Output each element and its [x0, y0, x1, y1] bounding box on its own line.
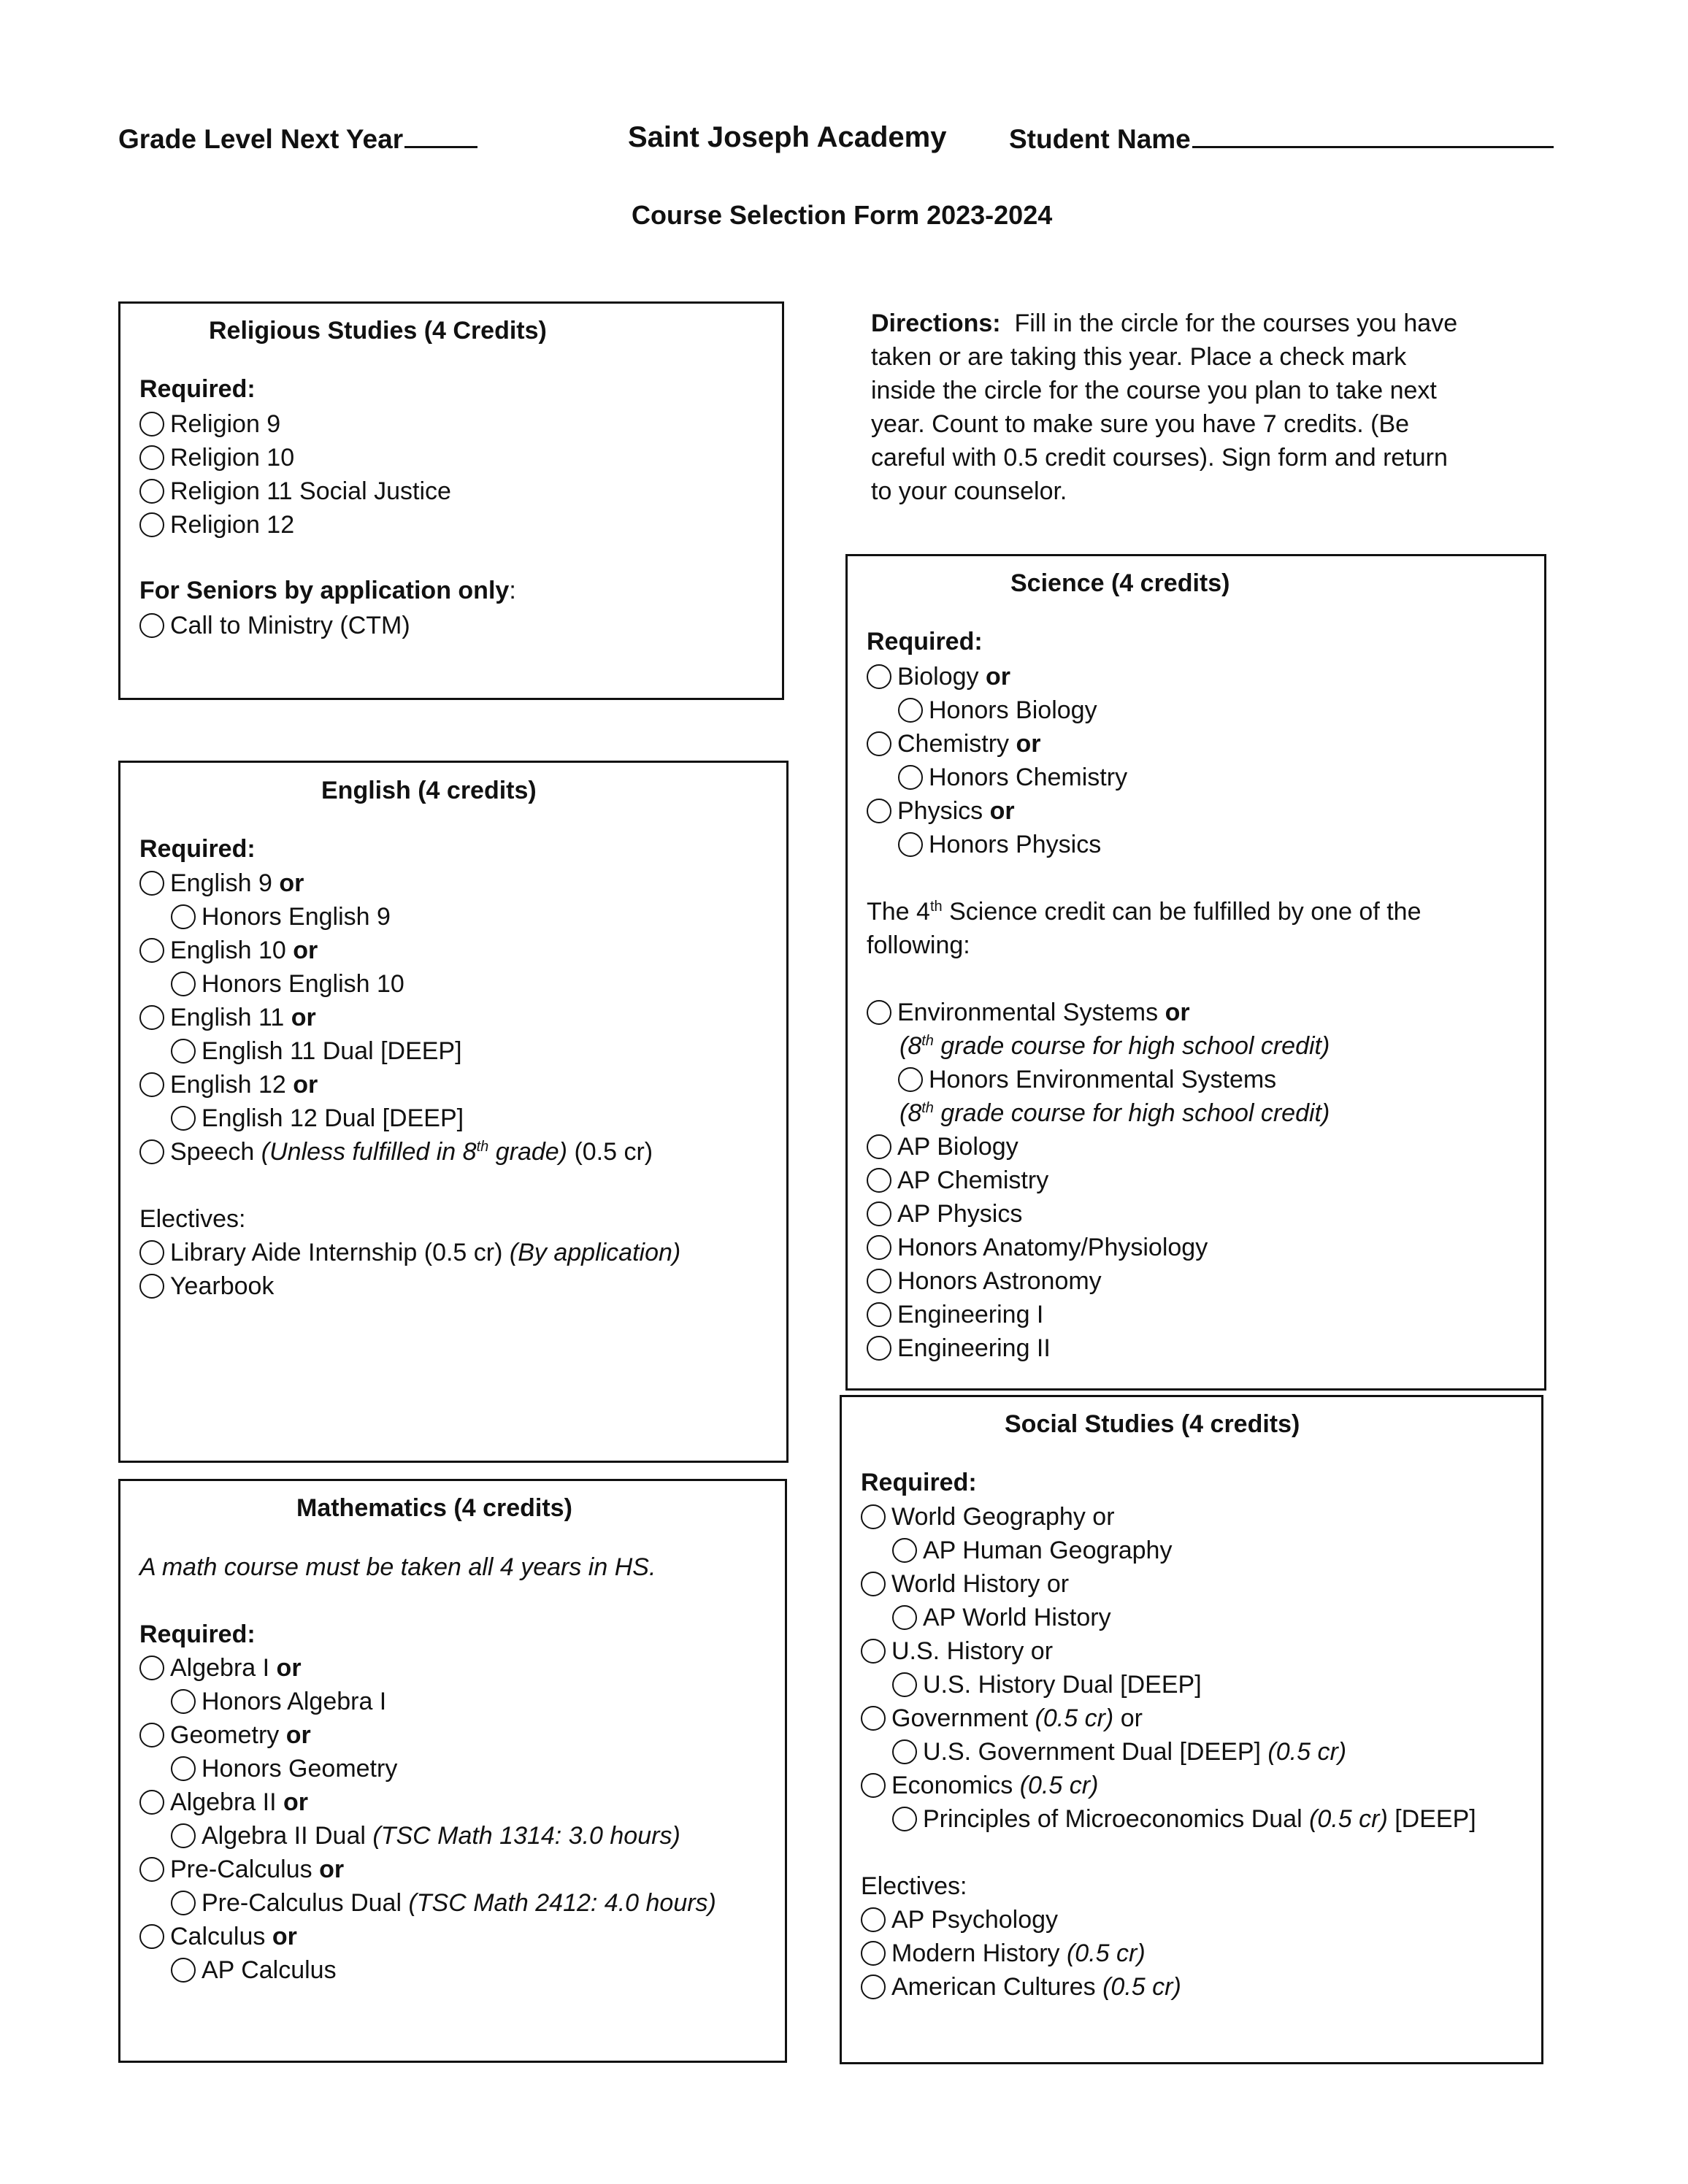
course-label: Government: [891, 1704, 1029, 1732]
radio-circle[interactable]: [139, 1656, 164, 1680]
government[interactable]: [861, 1702, 1143, 1735]
course-label: Honors Geometry: [202, 1755, 398, 1783]
us-history-dual[interactable]: [892, 1668, 1202, 1702]
or-label: or: [293, 1071, 318, 1099]
course-label: Algebra II Dual: [202, 1822, 366, 1850]
course-label: AP Human Geography: [923, 1537, 1173, 1564]
course-label: Pre-Calculus Dual: [202, 1889, 402, 1917]
radio-circle[interactable]: [861, 1706, 886, 1731]
radio-circle[interactable]: [892, 1538, 917, 1563]
radio-circle[interactable]: [867, 1201, 891, 1226]
course-label: English 10: [170, 937, 286, 964]
or-label: or: [985, 663, 1010, 691]
social-electives-label: Electives:: [861, 1872, 967, 1900]
credit-note: (0.5 cr): [1102, 1973, 1181, 2001]
microeconomics-dual[interactable]: [892, 1802, 1476, 1836]
geometry[interactable]: [139, 1718, 311, 1752]
course-label: Religion 9: [170, 410, 281, 438]
or-label: or: [1016, 730, 1041, 758]
student-name-blank[interactable]: [1192, 124, 1554, 148]
ap-physics[interactable]: [867, 1197, 1022, 1231]
english-9[interactable]: [139, 866, 304, 900]
directions-line-4: year. Count to make sure you have 7 credits. (Be: [871, 410, 1410, 438]
directions-line-2: taken or are taking this year. Place a check mark: [871, 343, 1407, 371]
social-required-label: Required:: [861, 1469, 977, 1496]
speech[interactable]: [139, 1135, 653, 1169]
english-electives-label: Electives:: [139, 1205, 246, 1233]
directions-line-3: inside the circle for the course you plan to take next: [871, 377, 1437, 404]
course-label: AP Psychology: [891, 1906, 1059, 1934]
radio-circle[interactable]: [139, 1072, 164, 1097]
english-required-label: Required:: [139, 835, 256, 863]
radio-circle[interactable]: [861, 1773, 886, 1798]
credit-note: (0.5 cr): [1309, 1805, 1388, 1833]
radio-circle[interactable]: [867, 1269, 891, 1293]
religion-title: Religious Studies (4 Credits): [209, 317, 547, 345]
environmental-systems[interactable]: [867, 996, 1190, 1029]
course-label: Engineering II: [897, 1334, 1051, 1362]
student-name-label: Student Name: [1009, 124, 1191, 154]
course-label: English 11 Dual [DEEP]: [202, 1037, 462, 1065]
radio-circle[interactable]: [139, 479, 164, 504]
course-label: Honors Environmental Systems: [929, 1066, 1277, 1093]
math-note: [139, 1550, 656, 1584]
radio-circle[interactable]: [139, 1274, 164, 1299]
course-label: Religion 10: [170, 444, 295, 472]
directions-line-5: careful with 0.5 credit courses). Sign form and return: [871, 444, 1448, 472]
speech-note-sup: th: [476, 1139, 489, 1155]
env-note-sup: th: [921, 1100, 934, 1116]
library-aide[interactable]: [139, 1236, 680, 1269]
directions-line-6: to your counselor.: [871, 477, 1067, 505]
radio-circle[interactable]: [139, 512, 164, 537]
deep-tag: [DEEP]: [1394, 1805, 1476, 1833]
world-geography[interactable]: [861, 1500, 1115, 1534]
or-label: or: [1165, 999, 1190, 1026]
radio-circle[interactable]: [139, 1005, 164, 1030]
course-label: Honors Biology: [929, 696, 1097, 724]
radio-circle[interactable]: [171, 1958, 196, 1983]
course-label: Speech: [170, 1138, 255, 1166]
course-label: U.S. Government Dual [DEEP]: [923, 1738, 1261, 1766]
radio-circle[interactable]: [867, 1336, 891, 1361]
course-label: World History or: [891, 1570, 1070, 1598]
radio-circle[interactable]: [171, 1891, 196, 1915]
pre-calculus[interactable]: [139, 1853, 344, 1886]
student-name-field[interactable]: [1009, 124, 1554, 155]
course-label: Call to Ministry (CTM): [170, 612, 410, 639]
radio-circle[interactable]: [892, 1807, 917, 1831]
honors-anatomy[interactable]: [867, 1231, 1208, 1264]
course-label: Engineering I: [897, 1301, 1044, 1329]
radio-circle[interactable]: [861, 1639, 886, 1664]
or-label: or: [1120, 1704, 1143, 1732]
radio-circle[interactable]: [171, 1756, 196, 1781]
course-label: Chemistry: [897, 730, 1010, 758]
course-label: Algebra II: [170, 1788, 277, 1816]
or-label: or: [989, 797, 1015, 825]
math-required-label: Required:: [139, 1620, 256, 1648]
radio-circle[interactable]: [867, 1302, 891, 1327]
radio-circle[interactable]: [139, 1240, 164, 1265]
course-label: Honors Algebra I: [202, 1688, 387, 1715]
calculus[interactable]: [139, 1920, 297, 1953]
env-grade-note-2: [899, 1096, 1330, 1130]
or-label: or: [283, 1788, 308, 1816]
radio-circle[interactable]: [139, 1857, 164, 1882]
fourth-sup: th: [929, 899, 943, 915]
fourth-credit-note-2: following:: [867, 931, 970, 959]
radio-circle[interactable]: [139, 1790, 164, 1815]
ap-chemistry[interactable]: [867, 1164, 1048, 1197]
env-note-a: (8: [899, 1032, 922, 1060]
us-history[interactable]: [861, 1634, 1053, 1668]
radio-circle[interactable]: [861, 1572, 886, 1596]
ap-calculus[interactable]: [171, 1953, 337, 1987]
speech-note-b: grade): [488, 1138, 567, 1166]
english-12-dual[interactable]: [171, 1101, 464, 1135]
fourth-b: Science credit can be fulfilled by one of the: [942, 898, 1422, 926]
or-label: or: [319, 1856, 345, 1883]
radio-circle[interactable]: [898, 765, 923, 790]
env-note-b: grade course for high school credit): [933, 1099, 1330, 1127]
radio-circle[interactable]: [171, 1106, 196, 1131]
radio-circle[interactable]: [139, 1139, 164, 1164]
tsc-note: (TSC Math 1314: 3.0 hours): [372, 1822, 680, 1850]
algebra-1[interactable]: [139, 1651, 302, 1685]
radio-circle[interactable]: [898, 832, 923, 857]
radio-circle[interactable]: [171, 1689, 196, 1714]
course-label: Principles of Microeconomics Dual: [923, 1805, 1303, 1833]
honors-astronomy[interactable]: [867, 1264, 1102, 1298]
religion-course-2[interactable]: [139, 441, 294, 474]
honors-english-9[interactable]: [171, 900, 391, 934]
ap-human-geography[interactable]: [892, 1534, 1172, 1567]
radio-circle[interactable]: [867, 799, 891, 823]
radio-circle[interactable]: [861, 1504, 886, 1529]
grade-level-label: Grade Level Next Year: [118, 124, 404, 154]
tsc-note: (TSC Math 2412: 4.0 hours): [408, 1889, 716, 1917]
course-label: Religion 12: [170, 511, 295, 539]
radio-circle[interactable]: [867, 1168, 891, 1193]
course-label: Physics: [897, 797, 983, 825]
form-title: Course Selection Form 2023-2024: [632, 200, 1053, 230]
course-label: AP Chemistry: [897, 1166, 1049, 1194]
engineering-2[interactable]: [867, 1331, 1051, 1365]
ap-psychology[interactable]: [861, 1903, 1058, 1937]
radio-circle[interactable]: [898, 1067, 923, 1092]
physics[interactable]: [867, 794, 1015, 828]
grade-level-field[interactable]: [118, 124, 477, 155]
or-label: or: [279, 869, 304, 897]
science-title: Science (4 credits): [1010, 569, 1230, 597]
course-label: U.S. History or: [891, 1637, 1054, 1665]
credit-note: (0.5 cr): [1019, 1772, 1099, 1799]
biology[interactable]: [867, 660, 1010, 693]
algebra-2-dual[interactable]: [171, 1819, 680, 1853]
radio-circle[interactable]: [867, 731, 891, 756]
radio-circle[interactable]: [861, 1975, 886, 1999]
or-label: or: [293, 937, 318, 964]
honors-environmental-systems[interactable]: [898, 1063, 1276, 1096]
speech-note-a: (Unless fulfilled in 8: [261, 1138, 477, 1166]
or-label: or: [276, 1654, 302, 1682]
course-label: Pre-Calculus: [170, 1856, 312, 1883]
english-10[interactable]: [139, 934, 318, 967]
english-11[interactable]: [139, 1001, 316, 1034]
radio-circle[interactable]: [861, 1941, 886, 1966]
course-label: AP Physics: [897, 1200, 1023, 1228]
radio-circle[interactable]: [139, 412, 164, 437]
english-title: English (4 credits): [321, 777, 537, 804]
seniors-colon: :: [509, 577, 516, 604]
honors-english-10[interactable]: [171, 967, 404, 1001]
english-11-dual[interactable]: [171, 1034, 462, 1068]
course-label: World Geography or: [891, 1503, 1115, 1531]
radio-circle[interactable]: [861, 1907, 886, 1932]
course-label: Algebra I: [170, 1654, 270, 1682]
course-label: U.S. History Dual [DEEP]: [923, 1671, 1202, 1699]
american-cultures[interactable]: [861, 1970, 1181, 2004]
or-label: or: [272, 1923, 297, 1950]
radio-circle[interactable]: [171, 1823, 196, 1848]
course-label: Modern History: [891, 1939, 1060, 1967]
english-12[interactable]: [139, 1068, 318, 1101]
course-label: Religion 11 Social Justice: [170, 477, 451, 505]
course-label: English 12 Dual [DEEP]: [202, 1104, 464, 1132]
math-note-text: A math course must be taken all 4 years in HS.: [139, 1553, 656, 1581]
radio-circle[interactable]: [867, 1235, 891, 1260]
religion-course-4[interactable]: [139, 508, 294, 542]
course-label: Biology: [897, 663, 979, 691]
directions: [871, 307, 1457, 508]
ap-biology[interactable]: [867, 1130, 1018, 1164]
radio-circle[interactable]: [867, 664, 891, 689]
radio-circle[interactable]: [139, 1723, 164, 1747]
grade-level-blank[interactable]: [404, 124, 477, 148]
course-label: AP Biology: [897, 1133, 1018, 1161]
course-label: Geometry: [170, 1721, 280, 1749]
env-grade-note-1: [899, 1029, 1330, 1063]
or-label: or: [285, 1721, 311, 1749]
course-label: English 11: [170, 1004, 285, 1031]
radio-circle[interactable]: [139, 1924, 164, 1949]
us-government-dual[interactable]: [892, 1735, 1346, 1769]
radio-circle[interactable]: [139, 613, 164, 638]
course-label: English 9: [170, 869, 272, 897]
honors-geometry[interactable]: [171, 1752, 397, 1785]
course-label: Honors English 10: [202, 970, 404, 998]
directions-label: Directions:: [871, 309, 1001, 337]
honors-biology[interactable]: [898, 693, 1097, 727]
radio-circle[interactable]: [892, 1605, 917, 1630]
course-label: Library Aide Internship (0.5 cr): [170, 1239, 503, 1266]
religion-course-3[interactable]: [139, 474, 451, 508]
radio-circle[interactable]: [139, 871, 164, 896]
credit-note: (0.5 cr): [1267, 1738, 1347, 1766]
religion-ctm[interactable]: [139, 609, 410, 642]
school-name: Saint Joseph Academy: [628, 121, 947, 153]
env-note-b: grade course for high school credit): [933, 1032, 1330, 1060]
course-label: American Cultures: [891, 1973, 1096, 2001]
world-history[interactable]: [861, 1567, 1069, 1601]
radio-circle[interactable]: [892, 1739, 917, 1764]
course-label: Honors Physics: [929, 831, 1102, 858]
religion-course-1[interactable]: [139, 407, 280, 441]
credit-note: (0.5 cr): [574, 1138, 653, 1166]
radio-circle[interactable]: [867, 1134, 891, 1159]
fourth-a: The 4: [867, 898, 930, 926]
course-label: AP Calculus: [202, 1956, 337, 1984]
directions-text-1: Fill in the circle for the courses you have: [1014, 309, 1458, 337]
speech-note: [261, 1138, 567, 1166]
radio-circle[interactable]: [898, 698, 923, 723]
algebra-2[interactable]: [139, 1785, 308, 1819]
honors-physics[interactable]: [898, 828, 1101, 861]
course-label: Economics: [891, 1772, 1013, 1799]
course-label: AP World History: [923, 1604, 1111, 1631]
course-label: Honors Chemistry: [929, 764, 1128, 791]
pre-calculus-dual[interactable]: [171, 1886, 716, 1920]
engineering-1[interactable]: [867, 1298, 1043, 1331]
radio-circle[interactable]: [867, 1000, 891, 1025]
credit-note: (0.5 cr): [1066, 1939, 1146, 1967]
radio-circle[interactable]: [171, 972, 196, 996]
course-label: Yearbook: [170, 1272, 275, 1300]
religion-seniors-label: [139, 574, 516, 607]
modern-history[interactable]: [861, 1937, 1146, 1970]
seniors-label-text: For Seniors by application only: [139, 577, 510, 604]
course-label: Honors English 9: [202, 903, 391, 931]
radio-circle[interactable]: [139, 938, 164, 963]
course-label: Honors Astronomy: [897, 1267, 1102, 1295]
course-label: English 12: [170, 1071, 286, 1099]
directions-line-1: [871, 307, 1457, 340]
course-label: Calculus: [170, 1923, 266, 1950]
credit-note: (0.5 cr): [1035, 1704, 1114, 1732]
course-label: Environmental Systems: [897, 999, 1159, 1026]
radio-circle[interactable]: [892, 1672, 917, 1697]
application-note: (By application): [509, 1239, 681, 1266]
yearbook[interactable]: [139, 1269, 274, 1303]
science-required-label: Required:: [867, 628, 983, 655]
env-note-sup: th: [921, 1033, 934, 1049]
radio-circle[interactable]: [171, 904, 196, 929]
chemistry[interactable]: [867, 727, 1040, 761]
fourth-credit-note: [867, 895, 1422, 928]
honors-chemistry[interactable]: [898, 761, 1127, 794]
ap-world-history[interactable]: [892, 1601, 1111, 1634]
radio-circle[interactable]: [171, 1039, 196, 1064]
honors-algebra-1[interactable]: [171, 1685, 386, 1718]
env-note-a: (8: [899, 1099, 922, 1127]
radio-circle[interactable]: [139, 445, 164, 470]
course-label: Honors Anatomy/Physiology: [897, 1234, 1208, 1261]
economics[interactable]: [861, 1769, 1098, 1802]
social-studies-title: Social Studies (4 credits): [1005, 1410, 1300, 1438]
religion-required-label: Required:: [139, 375, 256, 403]
math-title: Mathematics (4 credits): [296, 1494, 572, 1522]
or-label: or: [291, 1004, 316, 1031]
